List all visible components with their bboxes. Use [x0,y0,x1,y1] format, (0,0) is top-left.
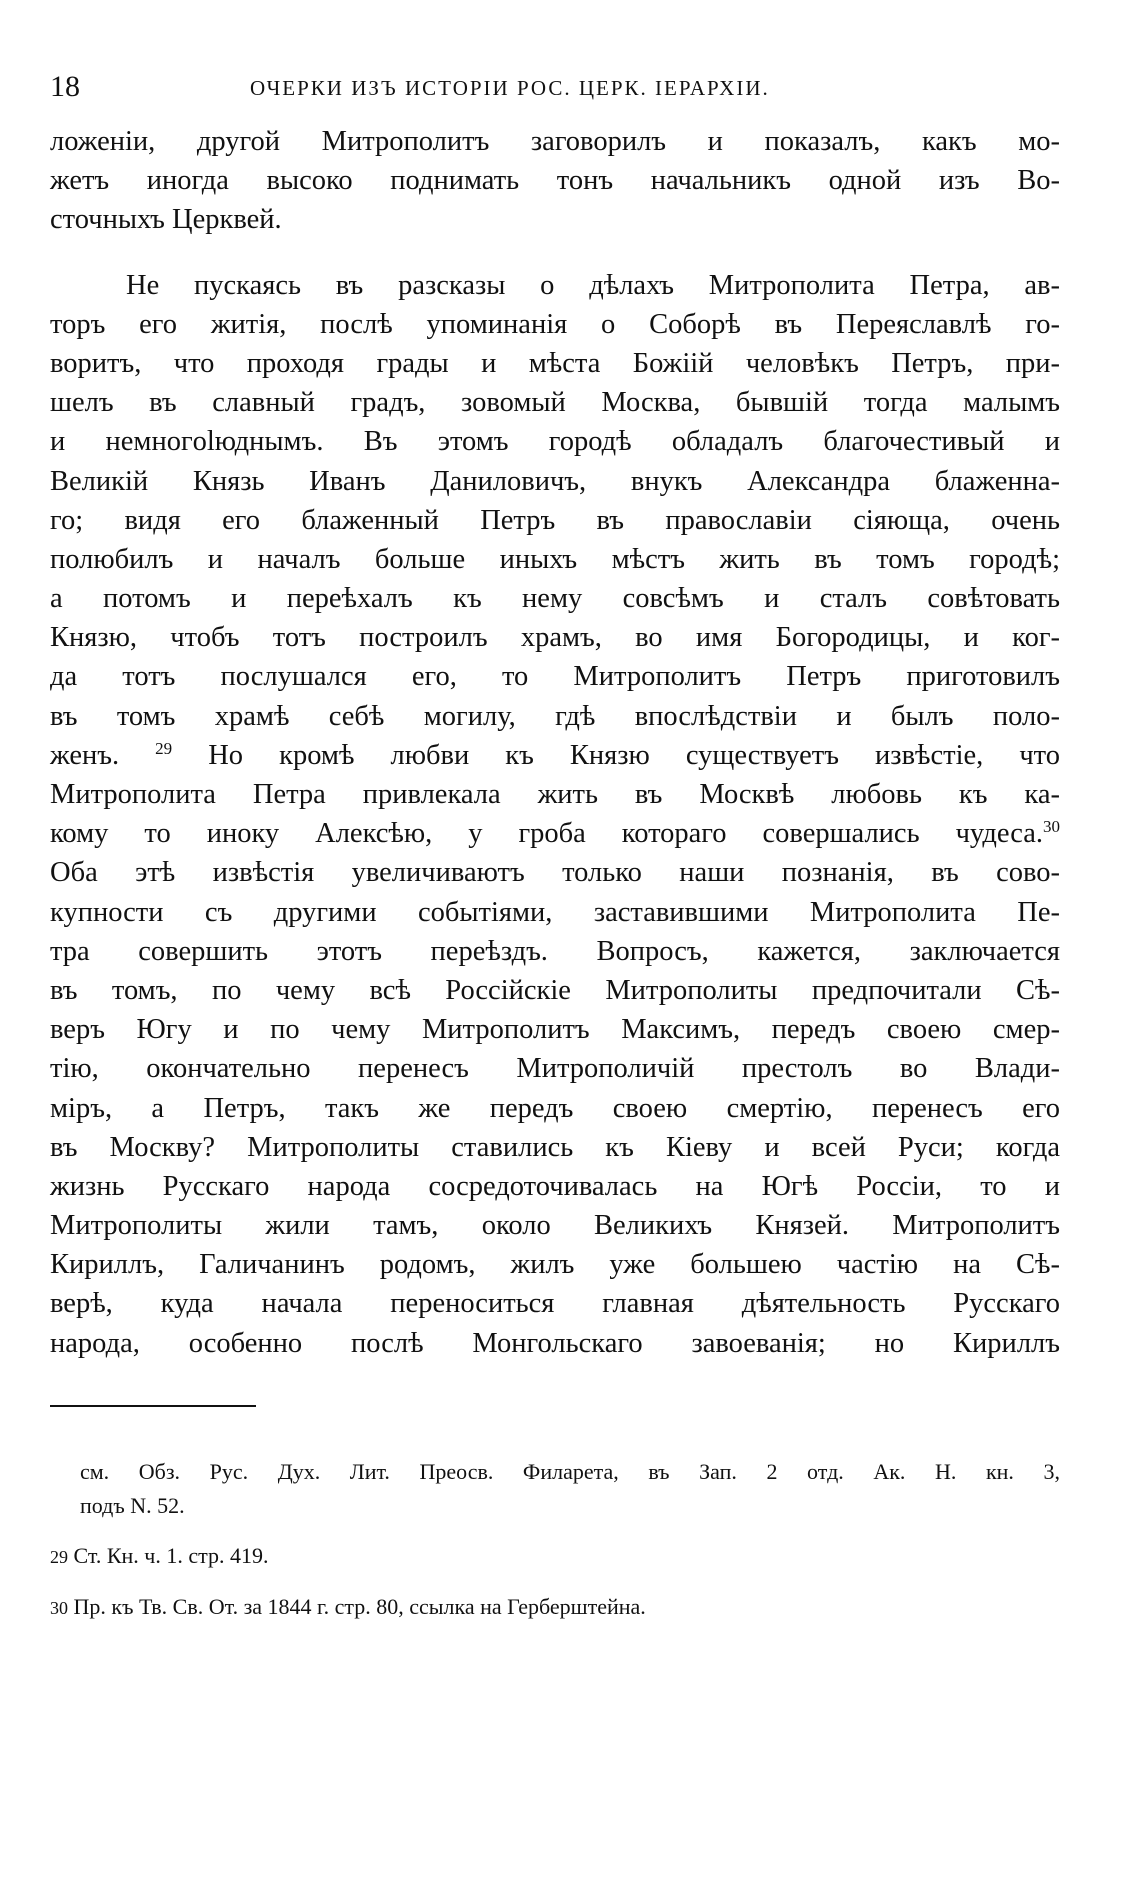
text-line: Великій Князь Иванъ Даниловичъ, внукъ Александра блаженна- [50,465,1060,497]
paragraph-continuation [50,122,1060,240]
text-line: народа, особенно послѣ Монгольскаго завоеванія; но Кириллъ [50,1327,1060,1359]
footnote-continuation [50,1455,1060,1523]
text-line: воритъ, что проходя грады и мѣста Божіій человѣкъ Петръ, при- [50,347,1060,379]
text-line: тію, окончательно перенесъ Митрополичій престолъ во Влади- [50,1053,1060,1085]
footnote-text: Ст. Кн. ч. 1. стр. 419. [73,1542,269,1568]
text-line: Митрополиты жили тамъ, около Великихъ Князей. Митрополитъ [50,1210,1060,1242]
text-line: го; видя его блаженный Петръ въ православіи сіяюща, очень [50,504,1060,536]
footnote-30 [50,1590,1060,1625]
text-line: да тотъ послушался его, то Митрополитъ Петръ приготовилъ [50,661,1060,693]
text-line: Не пускаясь въ разсказы о дѣлахъ Митрополита Петра, ав- [126,269,1060,301]
text-line: тра совершить этотъ переѣздъ. Вопросъ, кажется, заключается [50,935,1060,967]
footnote-divider [50,1405,256,1407]
footnote-text: Пр. къ Тв. Св. От. за 1844 г. стр. 80, ссылка на Герберштейна. [73,1593,646,1619]
text-line: жетъ иногда высоко поднимать тонъ начальникъ одной изъ Во- [50,165,1060,197]
text-line: Оба этѣ извѣстія увеличиваютъ только наши познанія, въ сово- [50,857,1060,889]
text-line: полюбилъ и началъ больше иныхъ мѣстъ жить въ томъ городѣ; [50,543,1060,575]
text-line: а потомъ и переѣхалъ къ нему совсѣмъ и сталъ совѣтовать [50,583,1060,615]
page-number: 18 [50,70,80,103]
text-line: въ томъ храмѣ себѣ могилу, гдѣ впослѣдствіи и былъ поло- [50,700,1060,732]
page-header [50,70,1060,114]
text-line: жизнь Русскаго народа сосредоточивалась на Югѣ Россіи, то и [50,1170,1060,1202]
text-fragment: кому то иноку Алексѣю, у гроба котораго совершались чудеса. [50,818,1043,850]
text-line: Митрополита Петра привлекала жить въ Москвѣ любовь къ ка- [50,779,1060,810]
text-line: шелъ въ славный градъ, зовомый Москва, бывшій тогда малымъ [50,387,1060,419]
text-line: купности съ другими событіями, заставившими Митрополита Пе- [50,896,1060,928]
book-page [50,70,1060,1641]
footnote-number: 30 [50,1597,68,1618]
footnote-29 [50,1539,1060,1574]
text-line: въ Москву? Митрополиты ставились къ Кіеву и всей Руси; когда [50,1131,1060,1163]
text-line: Князю, чтобъ тотъ построилъ храмъ, во имя Богородицы, и ког- [50,622,1060,654]
text-line: ложеніи, другой Митрополитъ заговорилъ и показалъ, какъ мо- [50,126,1060,157]
paragraph-main [50,266,1060,1363]
text-line: торъ его житія, послѣ упоминанія о Соборѣ въ Переяславлѣ го- [50,308,1060,340]
text-line: верѣ, куда начала переноситься главная дѣятельность Русскаго [50,1288,1060,1320]
footnote-line: см. Обз. Рус. Дух. Лит. Преосв. Филарета, въ Зап. 2 отд. Ак. Н. кн. 3, [80,1458,1060,1484]
text-line: сточныхъ Церквей. [50,204,282,236]
footnote-ref-29[interactable]: 29 [155,738,173,758]
footnote-line: подъ N. 52. [80,1492,185,1518]
text-line: въ томъ, по чему всѣ Россійскіе Митрополиты предпочитали Сѣ- [50,974,1060,1006]
text-line-with-footnote-29 [50,736,1060,775]
footnote-number: 29 [50,1546,68,1567]
text-line: Кириллъ, Галичанинъ родомъ, жилъ уже большею частію на Сѣ- [50,1249,1060,1281]
text-line-with-footnote-30 [50,814,1060,853]
footnote-ref-30[interactable]: 30 [1043,817,1060,837]
text-line: и немногolюднымъ. Въ этомъ городѣ обладалъ благочестивый и [50,426,1060,458]
running-title: ОЧЕРКИ ИЗЪ ИСТОРІИ РОС. ЦЕРК. ІЕРАРХІИ. [250,76,770,100]
text-fragment: женъ. [50,739,120,771]
text-line: міръ, а Петръ, такъ же передъ своею смертію, перенесъ его [50,1092,1060,1124]
text-fragment: Но кромѣ любви къ Князю существуетъ извѣстіе, что [208,739,1061,771]
text-line: веръ Югу и по чему Митрополитъ Максимъ, передъ своею смер- [50,1014,1060,1046]
